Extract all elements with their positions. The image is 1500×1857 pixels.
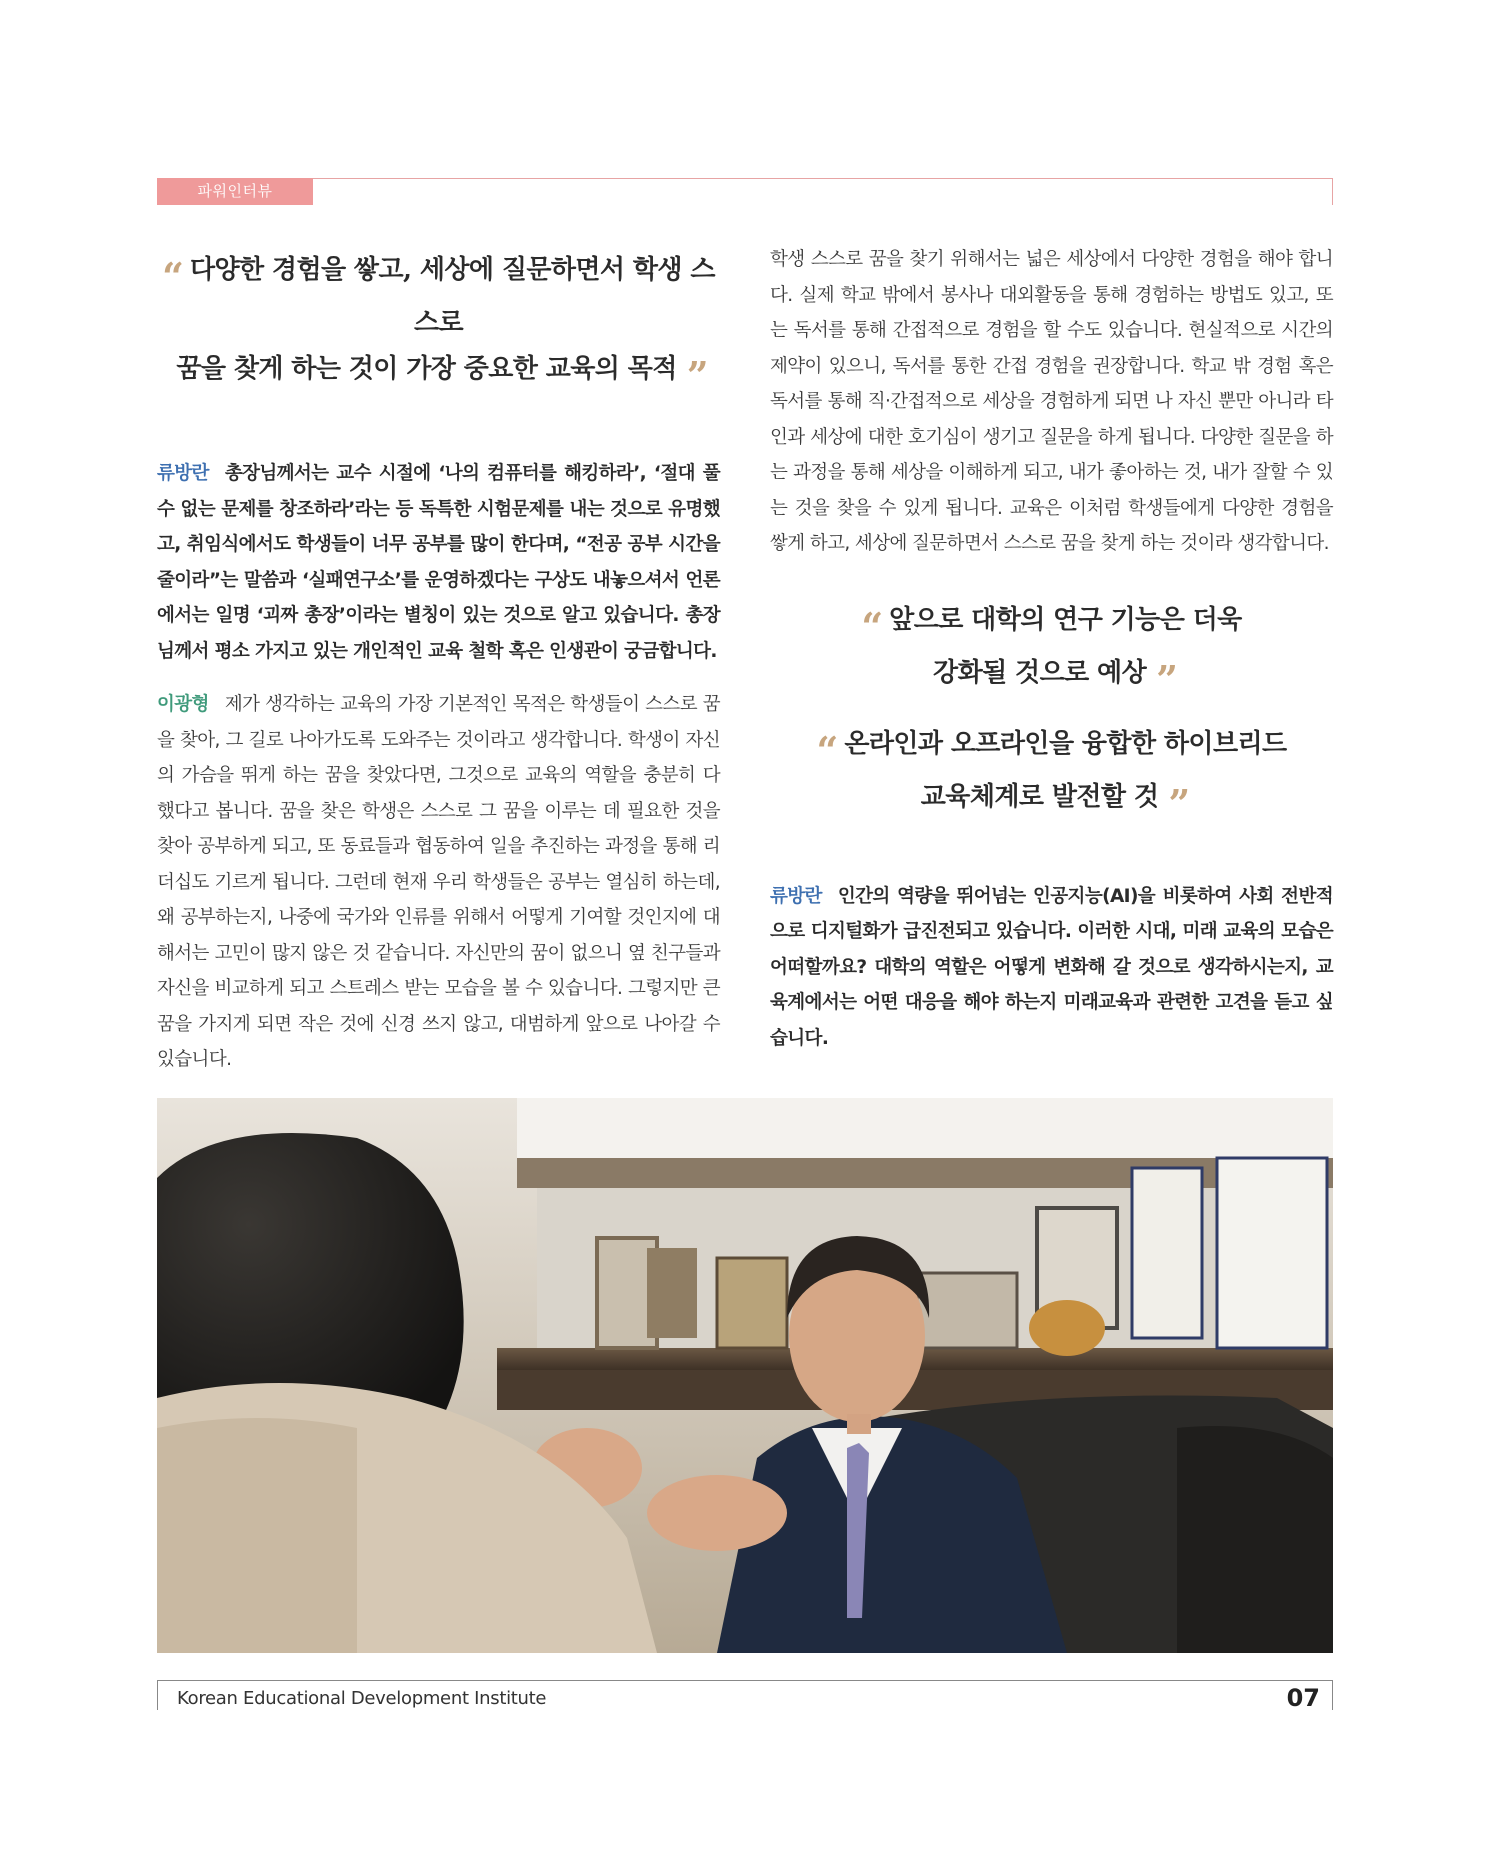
open-quote-icon: “ (816, 727, 831, 773)
pull-quote-2-line-1: 앞으로 대학의 연구 기능은 더욱 (889, 604, 1242, 635)
footer-tick-left (157, 1680, 158, 1710)
section-label: 파워인터뷰 (157, 178, 313, 205)
open-quote-icon: “ (861, 603, 876, 649)
question-2 (770, 879, 1333, 1057)
pull-quote-2 (770, 597, 1333, 703)
open-quote-icon: “ (162, 254, 176, 299)
question-1 (157, 456, 720, 669)
footer-tick-right (1332, 1680, 1333, 1710)
close-quote-icon: ” (1168, 780, 1183, 826)
interview-photo (157, 1098, 1333, 1653)
pull-quote-3-line-1: 온라인과 오프라인을 융합한 하이브리드 (844, 728, 1287, 759)
answer-1-continued: 학생 스스로 꿈을 찾기 위해서는 넓은 세상에서 다양한 경험을 해야 합니다. 실제 학교 밖에서 봉사나 대외활동을 통해 경험하는 방법도 있고, 또는 독서를 통해 간접적으로 경험을 할 수도 있습니다. 현실적으로 시간의 제약이 있으니, 독서를 통한 간접 경험을 권장합니다. 학교 밖 경험 혹은 독서를 통해 직·간접적으로 세상을 경험하게 되면 나 자신 뿐만 아니라 타인과 세상에 대한 호기심이 생기고 질문을 하게 됩니다. 다양한 질문을 하는 과정을 통해 세상을 이해하게 되고, 내가 좋아하는 것, 내가 잘할 수 있는 것을 찾을 수 있게 됩니다. 교육은 이처럼 학생들에게 다양한 경험을 쌓게 하고, 세상에 질문하면서 스스로 꿈을 찾게 하는 것이라 생각합니다. (770, 249, 1333, 554)
answer-1-text: 제가 생각하는 교육의 가장 기본적인 목적은 학생들이 스스로 꿈을 찾아, 그 길로 나아가도록 도와주는 것이라고 생각합니다. 학생이 자신의 가슴을 뛰게 하는 꿈을 찾았다면, 그것으로 교육의 역할을 충분히 다 했다고 봅니다. 꿈을 찾은 학생은 스스로 그 꿈을 이루는 데 필요한 것을 찾아 공부하게 되고, 또 동료들과 협동하여 일을 추진하는 과정을 통해 리더십도 기르게 됩니다. 그런데 현재 우리 학생들은 공부는 열심히 하는데, 왜 공부하는지, 나중에 국가와 인류를 위해서 어떻게 기여할 것인지에 대해서는 고민이 많지 않은 것 같습니다. 자신만의 꿈이 없으니 옆 친구들과 자신을 비교하게 되고 스트레스 받는 모습을 볼 수 있습니다. 그렇지만 큰 꿈을 가지게 되면 작은 것에 신경 쓰지 않고, 대범하게 앞으로 나아갈 수 있습니다. (157, 694, 720, 1070)
question-1-speaker: 류방란 (157, 463, 209, 484)
footer-publisher: Korean Educational Development Institute (177, 1688, 547, 1709)
left-column (157, 245, 720, 1078)
page-number: 07 (1286, 1684, 1320, 1712)
question-2-text: 인간의 역량을 뛰어넘는 인공지능(AI)을 비롯하여 사회 전반적으로 디지털화가 급진전되고 있습니다. 이러한 시대, 미래 교육의 모습은 어떠할까요? 대학의 역할은 어떻게 변화해 갈 것으로 생각하시는지, 교육계에서는 어떤 대응을 해야 하는지 미래교육과 관련한 고견을 듣고 싶습니다. (770, 885, 1333, 1049)
header-rule (157, 178, 1333, 205)
answer-1 (157, 687, 720, 1078)
pull-quote-2-line-2: 강화될 것으로 예상 (933, 657, 1147, 688)
pull-quote-3-line-2: 교육체계로 발전할 것 (920, 781, 1159, 812)
pull-quote-3 (770, 721, 1333, 827)
close-quote-icon: ” (1156, 656, 1170, 702)
question-1-text: 총장님께서는 교수 시절에 ‘나의 컴퓨터를 해킹하라’, ‘절대 풀 수 없는 문제를 창조하라’라는 등 독특한 시험문제를 내는 것으로 유명했고, 취임식에서도 학생들이 너무 공부를 많이 한다며, “전공 공부 시간을 줄이라”는 말씀과 ‘실패연구소’를 운영하겠다는 구상도 내놓으셔서 언론에서는 일명 ‘괴짜 총장’이라는 별칭이 있는 것으로 알고 있습니다. 총장님께서 평소 가지고 있는 개인적인 교육 철학 혹은 인생관이 궁금합니다. (157, 463, 720, 662)
interview-photo-illustration (157, 1098, 1333, 1653)
answer-1-speaker: 이광형 (157, 694, 209, 715)
close-quote-icon: ” (686, 353, 701, 398)
pull-quote-1-line-1: 다양한 경험을 쌓고, 세상에 질문하면서 학생 스스로 (189, 255, 715, 338)
question-2-speaker: 류방란 (770, 885, 822, 907)
pull-quote-1-line-2: 꿈을 찾게 하는 것이 가장 중요한 교육의 목적 (176, 354, 677, 384)
right-column (770, 245, 1333, 1056)
pull-quote-1 (157, 247, 720, 399)
